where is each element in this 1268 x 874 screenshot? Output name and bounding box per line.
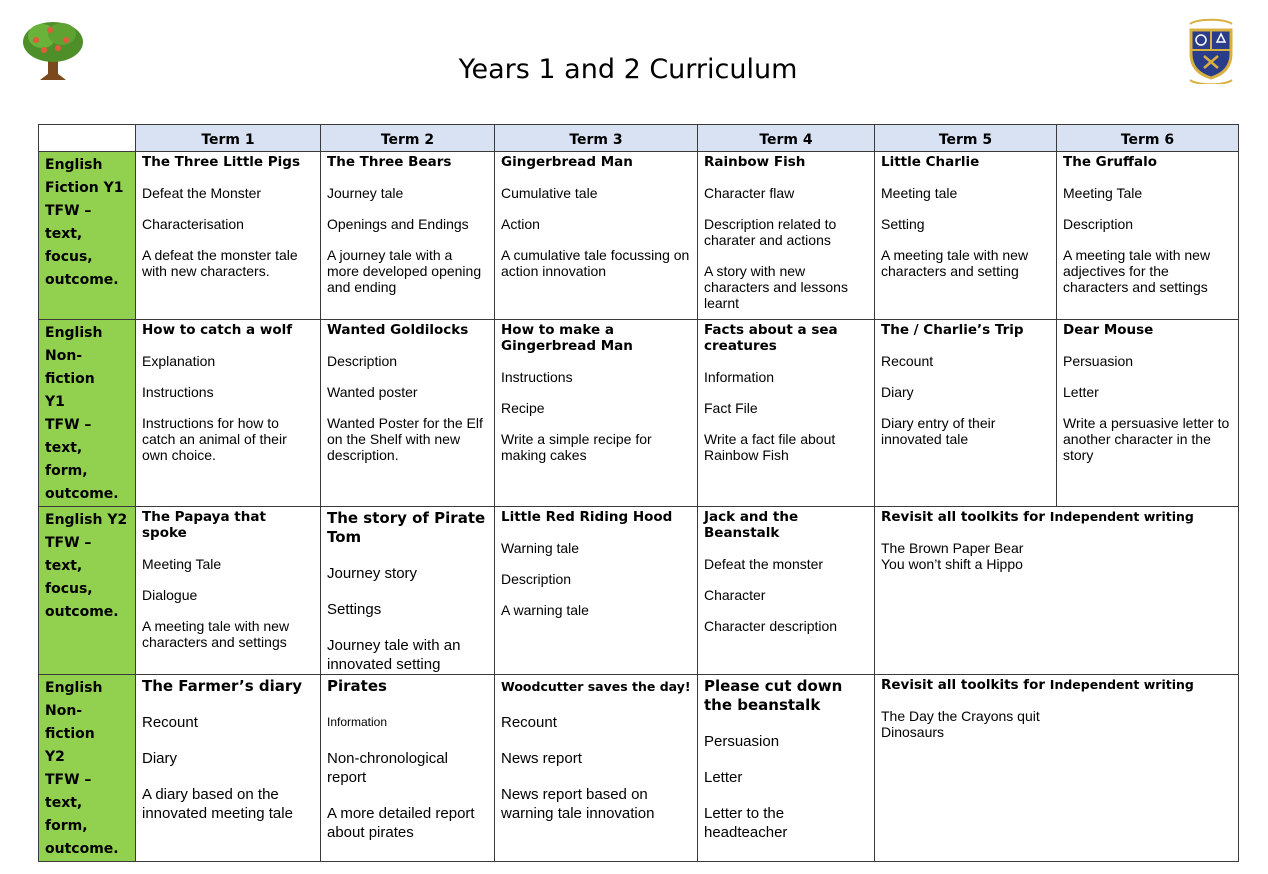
table-cell: The story of Pirate Tom Journey story Settings Journey tale with an innovated setting [321,507,495,675]
table-cell: Dear Mouse Persuasion Letter Write a persuasive letter to another character in the story [1057,320,1239,507]
table-cell: The Gruffalo Meeting Tale Description A meeting tale with new adjectives for the characters and settings [1057,152,1239,320]
table-cell: Gingerbread Man Cumulative tale Action A cumulative tale focussing on action innovation [495,152,698,320]
corner-cell [39,125,136,152]
table-cell: Wanted Goldilocks Description Wanted poster Wanted Poster for the Elf on the Shelf with new description. [321,320,495,507]
table-cell: How to catch a wolf Explanation Instructions Instructions for how to catch an animal of their own choice. [136,320,321,507]
curriculum-table [38,124,1239,862]
column-header-term-5: Term 5 [875,125,1057,152]
row-header: English Non-fiction Y1 TFW – text, form, outcome. [39,320,136,507]
column-header-term-2: Term 2 [321,125,495,152]
table-cell: Little Charlie Meeting tale Setting A meeting tale with new characters and setting [875,152,1057,320]
table-cell: Please cut down the beanstalk Persuasion Letter Letter to the headteacher [698,675,875,862]
table-cell: Rainbow Fish Character flaw Description related to charater and actions A story with new characters and lessons learnt [698,152,875,320]
table-cell: Pirates Information Non-chronological report A more detailed report about pirates [321,675,495,862]
table-cell: The / Charlie’s Trip Recount Diary Diary entry of their innovated tale [875,320,1057,507]
table-cell-merged: Revisit all toolkits for Independent writing The Brown Paper Bear You won’t shift a Hippo [875,507,1239,675]
table-row [39,320,1239,507]
row-header: English Fiction Y1 TFW – text, focus, outcome. [39,152,136,320]
table-cell: Jack and the Beanstalk Defeat the monster Character Character description [698,507,875,675]
table-cell: The Three Little Pigs Defeat the Monster Characterisation A defeat the monster tale with new characters. [136,152,321,320]
column-header-term-1: Term 1 [136,125,321,152]
table-cell: Little Red Riding Hood Warning tale Description A warning tale [495,507,698,675]
table-row [39,152,1239,320]
table-cell: The Papaya that spoke Meeting Tale Dialogue A meeting tale with new characters and settings [136,507,321,675]
table-cell: Facts about a sea creatures Information Fact File Write a fact file about Rainbow Fish [698,320,875,507]
table-row [39,675,1239,862]
row-header: English Y2 TFW – text, focus, outcome. [39,507,136,675]
column-header-term-6: Term 6 [1057,125,1239,152]
page-title: Years 1 and 2 Curriculum [458,54,798,85]
table-cell: The Three Bears Journey tale Openings and Endings A journey tale with a more developed opening and ending [321,152,495,320]
column-header-term-3: Term 3 [495,125,698,152]
table-cell-merged: Revisit all toolkits for Independent writing The Day the Crayons quit Dinosaurs [875,675,1239,862]
header-row [39,125,1239,152]
table-row [39,507,1239,675]
column-header-term-4: Term 4 [698,125,875,152]
row-header: English Non-fiction Y2 TFW – text, form, outcome. [39,675,136,862]
table-cell: Woodcutter saves the day! Recount News report News report based on warning tale innovation [495,675,698,862]
table-cell: The Farmer’s diary Recount Diary A diary based on the innovated meeting tale [136,675,321,862]
table-cell: How to make a Gingerbread Man Instructions Recipe Write a simple recipe for making cakes [495,320,698,507]
